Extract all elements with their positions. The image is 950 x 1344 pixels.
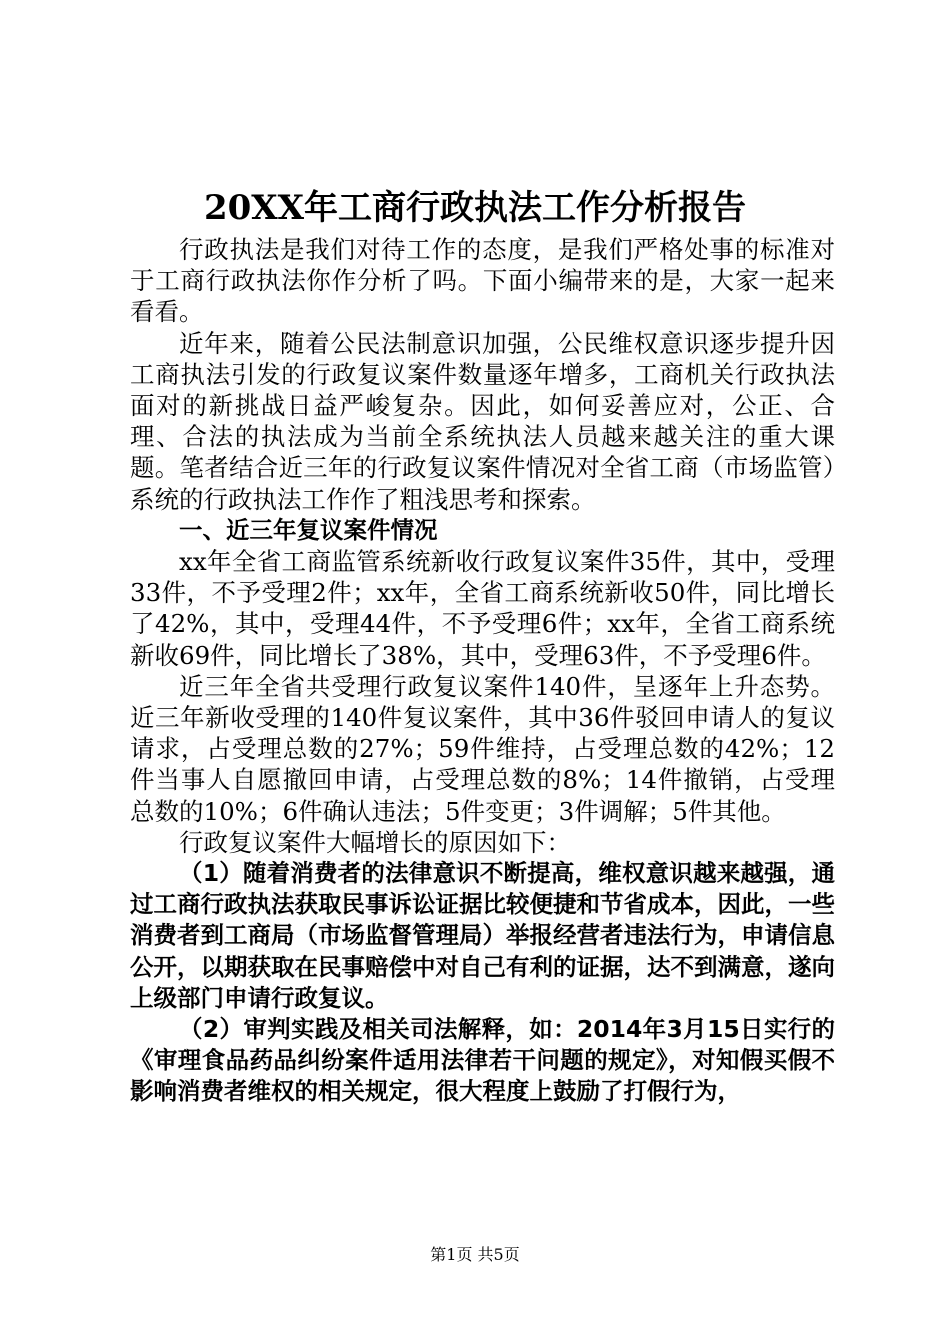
- paragraph-reason-2: （2）审判实践及相关司法解释，如：2014年3月15日实行的《审理食品药品纠纷案件适用法律若干问题的规定》，对知假买假不影响消费者维权的相关规定，很大程度上鼓励了打假行为，: [130, 1015, 835, 1106]
- document-body: [130, 234, 835, 1108]
- paragraph-statistics: xx年全省工商监管系统新收行政复议案件35件，其中，受理33件，不予受理2件；xx年，全省工商系统新收50件，同比增长了42%，其中，受理44件，不予受理6件；xx年，全省工商系统新收69件，同比增长了38%，其中，受理63件，不予受理6件。: [130, 547, 835, 670]
- page-footer: 第1页 共5页: [430, 1245, 520, 1264]
- document-title: 20XX年工商行政执法工作分析报告: [203, 188, 747, 228]
- paragraph-intro: 行政执法是我们对待工作的态度，是我们严格处事的标准对于工商行政执法你作分析了吗。下面小编带来的是，大家一起来看看。: [130, 235, 835, 327]
- paragraph-background: 近年来，随着公民法制意识加强，公民维权意识逐步提升因工商执法引发的行政复议案件数量逐年增多，工商机关行政执法面对的新挑战日益严峻复杂。因此，如何妥善应对，公正、合理、合法的执法成为当前全系统执法人员越来越关注的重大课题。笔者结合近三年的行政复议案件情况对全省工商（市场监管）系统的行政执法工作作了粗浅思考和探索。: [130, 328, 835, 514]
- paragraph-reason-1: （1）随着消费者的法律意识不断提高，维权意识越来越强，通过工商行政执法获取民事诉讼证据比较便捷和节省成本，因此，一些消费者到工商局（市场监督管理局）举报经营者违法行为，申请信息公开，以期获取在民事赔偿中对自己有利的证据，达不到满意，遂向上级部门申请行政复议。: [130, 859, 835, 1012]
- paragraph-results: 近三年全省共受理行政复议案件140件，呈逐年上升态势。近三年新收受理的140件复议案件，其中36件驳回申请人的复议请求，占受理总数的27%；59件维持，占受理总数的42%；12件当事人自愿撤回申请，占受理总数的8%；14件撤销，占受理总数的10%；6件确认违法；5件变更；3件调解；5件其他。: [130, 671, 835, 826]
- paragraph-reasons-intro: 行政复议案件大幅增长的原因如下：: [179, 827, 571, 857]
- section-heading: 一、近三年复议案件情况: [179, 515, 438, 544]
